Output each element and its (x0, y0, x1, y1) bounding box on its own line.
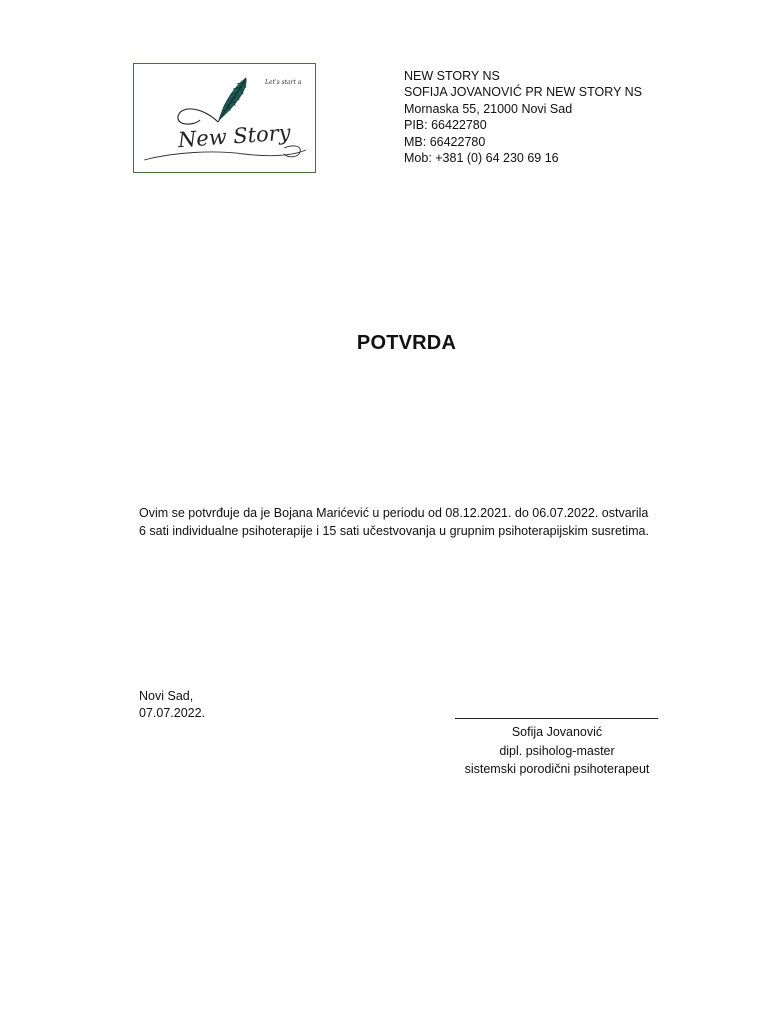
signature-line (455, 718, 658, 719)
signatory-name: Sofija Jovanović (511, 725, 603, 739)
place-date (139, 688, 205, 722)
company-mb: MB: 66422780 (404, 134, 486, 149)
body-line-2: 6 sati individualne psihoterapije i 15 sati učestvovanja u grupnim psihoterapijskim susretima. (139, 523, 649, 538)
document-body (139, 505, 699, 540)
signature-block (442, 723, 672, 779)
company-logo (133, 63, 316, 173)
document-title: POTVRDA (356, 332, 457, 354)
company-name: NEW STORY NS (404, 69, 500, 83)
place: Novi Sad, (139, 689, 194, 703)
signatory-title: dipl. psiholog-master (499, 743, 615, 758)
company-pib: PIB: 66422780 (404, 118, 487, 133)
company-owner: SOFIJA JOVANOVIĆ PR NEW STORY NS (404, 85, 643, 100)
company-info (404, 68, 642, 166)
body-line-1: Ovim se potvrđuje da je Bojana Marićević u periodu od 08.12.2021. do 06.07.2022. ostvarila (139, 506, 649, 520)
logo-wordmark: New Story (177, 120, 292, 153)
company-mobile: Mob: +381 (0) 64 230 69 16 (404, 151, 559, 166)
company-address: Mornaska 55, 21000 Novi Sad (404, 101, 573, 116)
date: 07.07.2022. (139, 706, 206, 720)
feather-quill-icon (134, 64, 317, 174)
signatory-role: sistemski porodični psihoterapeut (464, 762, 650, 776)
logo-tagline: Let's start a (265, 79, 302, 86)
